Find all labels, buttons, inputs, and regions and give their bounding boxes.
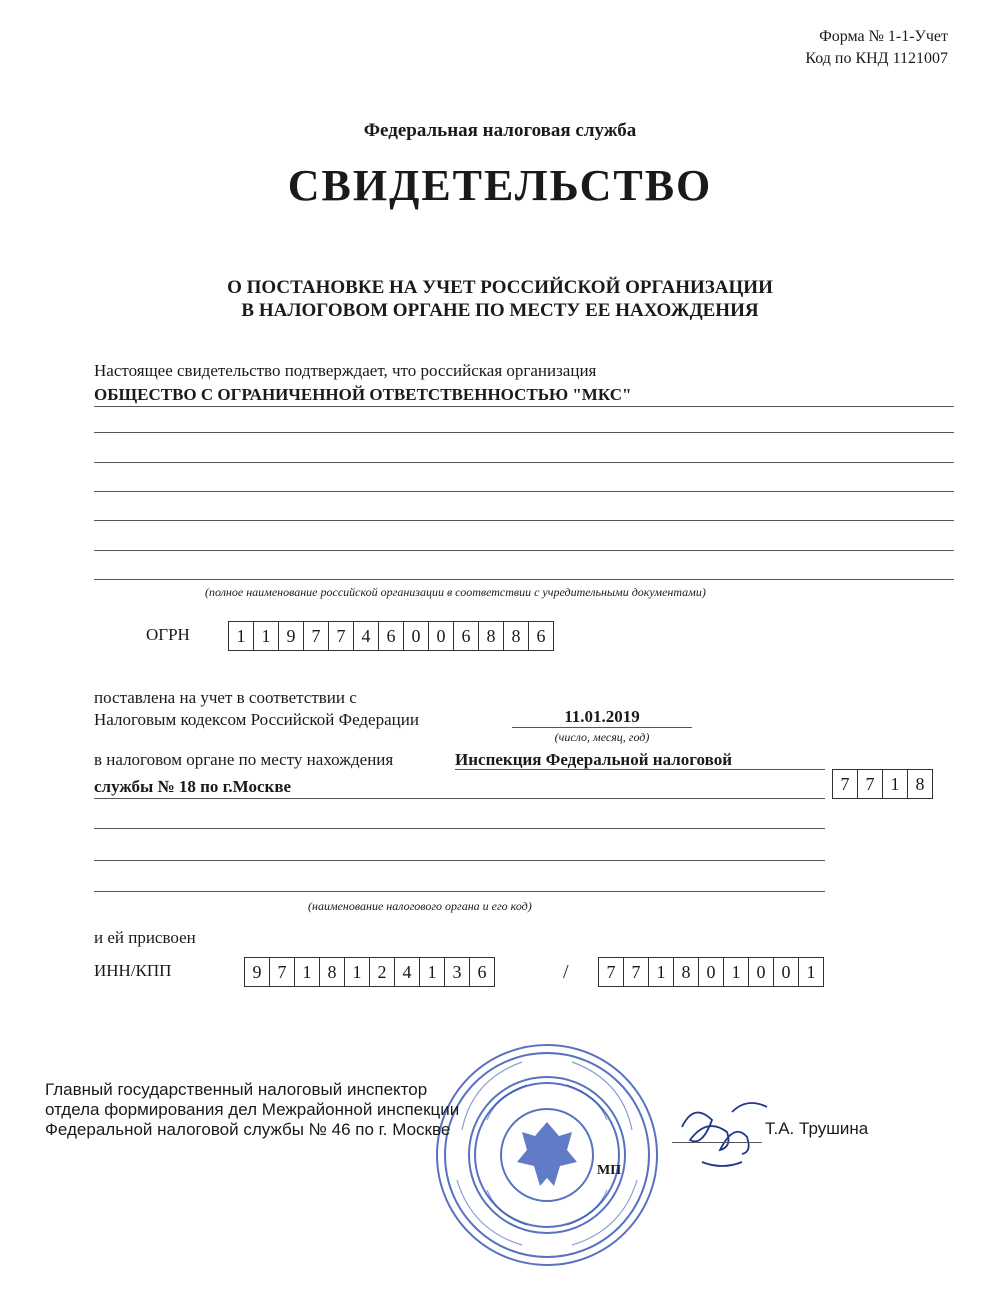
document-subtitle [0,276,1000,322]
form-number-block [805,26,948,70]
digit-cell: 6 [528,621,554,651]
org-line-6 [94,550,954,551]
digit-cell: 9 [244,957,270,987]
org-line-3 [94,462,954,463]
org-line-5 [94,520,954,521]
tax-line-5 [94,891,825,892]
inn-digit-row [244,957,495,987]
document-title: СВИДЕТЕЛЬСТВО [287,161,713,210]
org-line-7 [94,579,954,580]
digit-cell: 1 [419,957,445,987]
digit-cell: 1 [294,957,320,987]
inn-kpp-separator: / [563,961,569,983]
digit-cell: 7 [598,957,624,987]
signatory-position [45,1080,459,1140]
tax-authority-intro: в налоговом органе по месту нахождения [94,750,394,769]
digit-cell: 7 [303,621,329,651]
tax-authority-caption: (наименование налогового органа и его код) [308,899,532,913]
digit-cell: 7 [623,957,649,987]
digit-cell: 7 [328,621,354,651]
registration-line-2: Налоговым кодексом Российской Федерации [94,710,419,729]
digit-cell: 0 [773,957,799,987]
stamp-place-label: МП [597,1163,622,1178]
tax-line-1 [455,769,825,770]
official-stamp [432,1040,662,1270]
digit-cell: 1 [344,957,370,987]
tax-line-2 [94,798,825,799]
digit-cell: 1 [798,957,824,987]
organization-name: ОБЩЕСТВО С ОГРАНИЧЕННОЙ ОТВЕТСТВЕННОСТЬЮ "МКС" [94,385,632,404]
knd-code: Код по КНД 1121007 [805,50,948,67]
digit-cell: 1 [723,957,749,987]
digit-cell: 2 [369,957,395,987]
digit-cell: 3 [444,957,470,987]
digit-cell: 1 [228,621,254,651]
digit-cell: 8 [319,957,345,987]
date-caption: (число, месяц, год) [554,730,650,744]
digit-cell: 7 [269,957,295,987]
organization-caption: (полное наименование российской организации в соответствии с учредительными документами) [205,585,706,599]
tax-line-3 [94,828,825,829]
position-line-1: Главный государственный налоговый инспектор [45,1080,428,1099]
date-line [512,727,692,728]
digit-cell: 6 [469,957,495,987]
kpp-digit-row [598,957,824,987]
digit-cell: 9 [278,621,304,651]
subtitle-line-1: О ПОСТАНОВКЕ НА УЧЕТ РОССИЙСКОЙ ОРГАНИЗАЦИИ [227,277,773,298]
digit-cell: 0 [748,957,774,987]
signature-line [672,1142,762,1143]
subtitle-line-2: В НАЛОГОВОМ ОРГАНЕ ПО МЕСТУ ЕЕ НАХОЖДЕНИЯ [241,300,759,321]
digit-cell: 8 [907,769,933,799]
org-line-4 [94,491,954,492]
position-line-2: отдела формирования дел Межрайонной инспекции [45,1100,460,1119]
tax-line-4 [94,860,825,861]
digit-cell: 0 [428,621,454,651]
digit-cell: 8 [673,957,699,987]
digit-cell: 7 [857,769,883,799]
ogrn-label: ОГРН [146,625,190,644]
digit-cell: 8 [478,621,504,651]
digit-cell: 1 [648,957,674,987]
tax-authority-name-part-1: Инспекция Федеральной налоговой [455,750,732,769]
ogrn-digit-row [228,621,554,651]
digit-cell: 6 [453,621,479,651]
digit-cell: 1 [253,621,279,651]
assigned-label: и ей присвоен [94,928,196,947]
digit-cell: 1 [882,769,908,799]
registration-line-1: поставлена на учет в соответствии с [94,688,357,707]
org-line-2 [94,432,954,433]
inn-kpp-label: ИНН/КПП [94,961,172,980]
signer-name: Т.А. Трушина [765,1119,869,1138]
form-number: Форма № 1-1-Учет [819,28,948,45]
tax-authority-name-part-2: службы № 18 по г.Москве [94,777,292,796]
digit-cell: 4 [353,621,379,651]
registration-date: 11.01.2019 [564,707,640,726]
org-line-1 [94,406,954,407]
digit-cell: 4 [394,957,420,987]
tax-code-digit-row [832,769,933,799]
digit-cell: 0 [403,621,429,651]
digit-cell: 8 [503,621,529,651]
organization-intro: Настоящее свидетельство подтверждает, что российская организация [94,361,597,380]
digit-cell: 6 [378,621,404,651]
digit-cell: 0 [698,957,724,987]
service-name: Федеральная налоговая служба [363,120,637,141]
position-line-3: Федеральной налоговой службы № 46 по г. Москве [45,1120,451,1139]
digit-cell: 7 [832,769,858,799]
